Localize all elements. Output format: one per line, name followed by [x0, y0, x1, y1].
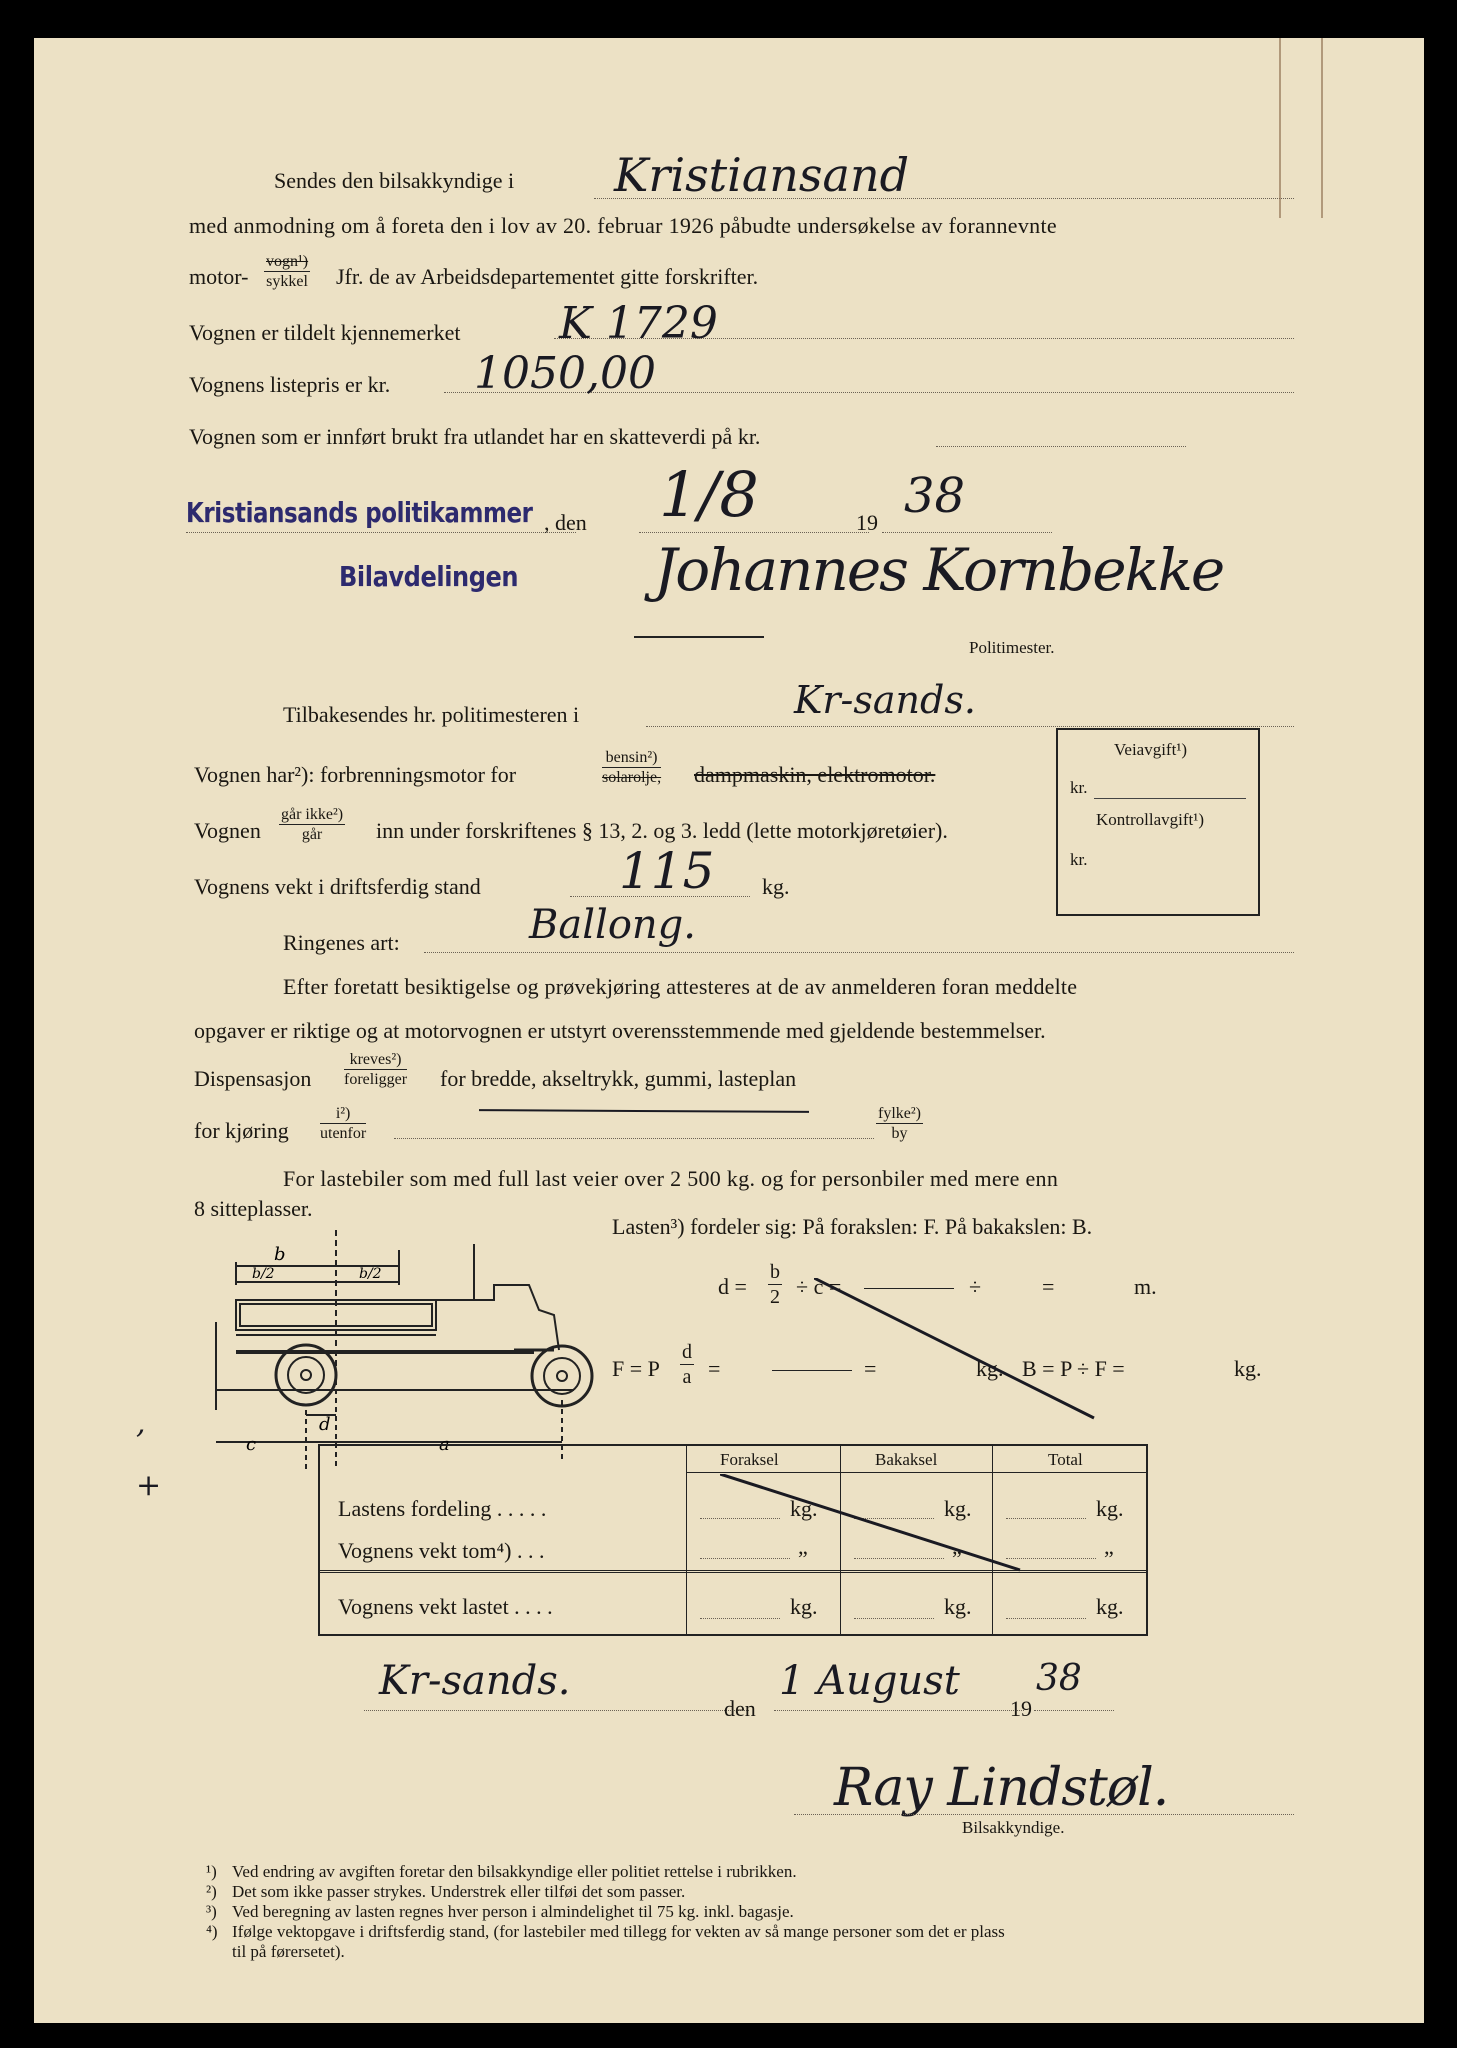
- closing-title: Bilsakkyndige.: [962, 1818, 1065, 1837]
- closing-den-label: den: [724, 1696, 756, 1721]
- table-cell: kg.: [1096, 1594, 1124, 1619]
- footnote-text: Det som ikke passer strykes. Understrek eller tilføi det som passer.: [232, 1882, 686, 1901]
- motor-type-struck: dampmaskin, elektromotor.: [694, 762, 936, 787]
- gaar-bottom: går: [301, 826, 323, 843]
- fee-kr2: kr.: [1070, 850, 1088, 869]
- police-den-label: , den: [544, 510, 587, 535]
- lasten-text: Lasten³) fordeler sig: På forakslen: F. På bakakslen: B.: [612, 1214, 1093, 1239]
- fylke-top: fylke²): [878, 1105, 921, 1122]
- footnote-text: Ifølge vektopgave i driftsferdig stand, (for lastebiler med tillegg for vekten av så mange personer som det er plass: [232, 1922, 1005, 1941]
- f-eq: =: [708, 1356, 721, 1381]
- table-cell: „: [952, 1534, 962, 1559]
- listepris-value: 1050,00: [474, 348, 656, 399]
- diagram-label-d: d: [319, 1414, 331, 1435]
- motor-frac-bottom: sykkel: [266, 273, 308, 290]
- d-2: 2: [770, 1286, 780, 1308]
- date-line: [639, 532, 869, 533]
- fuel-bottom: solarolje,: [602, 769, 662, 786]
- header-bakaksel: Bakaksel: [875, 1450, 938, 1469]
- police-stamp-line1: Kristiansands politikammer: [186, 496, 533, 529]
- kjoring-top: i²): [320, 1104, 366, 1124]
- fee-box: [1056, 728, 1260, 916]
- fuel-fraction: [602, 748, 661, 787]
- table-strike-line: [720, 1474, 1040, 1574]
- header-total: Total: [1048, 1450, 1083, 1469]
- table-cell: kg.: [944, 1594, 972, 1619]
- fee-kr1: kr.: [1070, 778, 1088, 797]
- motor-fraction: [264, 252, 310, 291]
- d-minus: ÷: [969, 1274, 982, 1299]
- diagram-label-a: a: [439, 1434, 450, 1455]
- fuel-top: bensin²): [602, 748, 661, 768]
- margin-mark: +: [136, 1468, 162, 1503]
- police-title: Politimester.: [969, 638, 1055, 657]
- laste-line1: For lastebiler som med full last veier over 2 500 kg. og for personbiler med mere enn: [283, 1166, 1059, 1191]
- ringer-value: Ballong.: [529, 902, 696, 948]
- gaar-suffix: inn under forskriftenes § 13, 2. og 3. ledd (lette motorkjøretøier).: [376, 818, 948, 843]
- disp-fraction: [344, 1050, 407, 1089]
- tilbakesendes-value: Kr-sands.: [794, 678, 976, 722]
- kjoring-label: for kjøring: [194, 1118, 289, 1143]
- sendes-label: Sendes den bilsakkyndige i: [274, 168, 515, 193]
- load-table: [318, 1444, 1148, 1636]
- fylke-fraction: [876, 1104, 923, 1143]
- row-label-vekt-tom: Vognens vekt tom⁴) . . .: [338, 1538, 545, 1563]
- closing-place: Kr-sands.: [379, 1658, 571, 1704]
- skatteverdi-line: [936, 446, 1186, 447]
- police-year-value: 38: [904, 468, 966, 524]
- kjennemerke-label: Vognen er tildelt kjennemerket: [189, 320, 461, 345]
- signature-underline: [634, 636, 764, 638]
- diagram-label-c: c: [246, 1434, 257, 1455]
- closing-year-value: 38: [1036, 1658, 1082, 1699]
- disp-suffix: for bredde, akseltrykk, gummi, lasteplan: [440, 1066, 797, 1091]
- vekt-label: Vognens vekt i driftsferdig stand: [194, 874, 481, 899]
- table-cell: „: [798, 1534, 808, 1559]
- d-b: b: [770, 1261, 780, 1283]
- kjoring-handwritten-line: [479, 1109, 809, 1113]
- gaar-fraction: [279, 805, 345, 844]
- footnote-text: Ved beregning av lasten regnes hver person i almindelighet til 75 kg. inkl. bagasje.: [232, 1902, 794, 1921]
- f-eq2: =: [864, 1356, 877, 1381]
- veiavgift-label: Veiavgift¹): [1114, 740, 1188, 759]
- motor-frac-top: vogn¹): [266, 253, 309, 270]
- table-cell: kg.: [790, 1496, 818, 1521]
- closing-year-prefix: 19: [1010, 1696, 1032, 1721]
- police-date-value: 1/8: [659, 458, 759, 531]
- table-cell: kg.: [944, 1496, 972, 1521]
- load-table-inner: [320, 1446, 1146, 1634]
- cell-line: [700, 1618, 780, 1619]
- police-signature: Johannes Kornbekke: [654, 536, 1224, 604]
- col-divider-1: [686, 1446, 687, 1634]
- row-label-lastens-fordeling: Lastens fordeling . . . . .: [338, 1496, 547, 1521]
- header-divider: [686, 1472, 1146, 1473]
- f-a: a: [682, 1366, 692, 1388]
- footnote-text: Ved endring av avgiften foretar den bilsakkyndige eller politiet rettelse i rubrikken.: [232, 1862, 797, 1881]
- margin-mark: ,: [136, 1406, 146, 1441]
- ringer-label: Ringenes art:: [283, 930, 400, 955]
- anmodning-text: med anmodning om å foreta den i lov av 20. februar 1926 påbudte undersøkelse av forannevnte: [189, 213, 1057, 238]
- d-eq: =: [1042, 1274, 1055, 1299]
- kontrollavgift-label: Kontrollavgift¹): [1096, 810, 1205, 829]
- footnote-text: til på førersetet).: [232, 1942, 345, 1961]
- laste-line2: 8 sitteplasser.: [194, 1196, 313, 1221]
- truck-diagram: [194, 1210, 614, 1470]
- d-unit: m.: [1134, 1274, 1157, 1299]
- formula-strike-line: [814, 1278, 1114, 1428]
- ringer-line: [424, 952, 1294, 953]
- closing-place-line: [364, 1710, 749, 1711]
- footnote-mark: ¹): [206, 1862, 217, 1881]
- tilbakesendes-label: Tilbakesendes hr. politimesteren i: [283, 702, 580, 727]
- footnote-mark: ²): [206, 1882, 217, 1901]
- paper-tear: [1279, 38, 1323, 218]
- fylke-bottom: by: [891, 1125, 908, 1142]
- cell-line: [1006, 1618, 1086, 1619]
- closing-signature: Ray Lindstøl.: [834, 1758, 1169, 1818]
- sendes-value: Kristiansand: [614, 148, 910, 202]
- cell-line: [854, 1618, 934, 1619]
- row-label-vekt-lastet: Vognens vekt lastet . . . .: [338, 1594, 553, 1619]
- d-formula-left: d =: [718, 1274, 747, 1299]
- stamp-line: [186, 532, 576, 533]
- kjennemerke-value: K 1729: [559, 298, 718, 349]
- vekt-unit: kg.: [762, 874, 790, 899]
- d-frac: [768, 1260, 782, 1309]
- kjoring-line: [394, 1138, 874, 1139]
- motor-suffix: Jfr. de av Arbeidsdepartementet gitte forskrifter.: [336, 264, 759, 289]
- listepris-label: Vognens listepris er kr.: [189, 372, 391, 397]
- diagram-label-b: b: [274, 1244, 286, 1265]
- fee-line1: [1094, 798, 1246, 799]
- police-stamp-line2: Bilavdelingen: [339, 560, 519, 593]
- kjoring-fraction: [320, 1104, 366, 1143]
- tilbakesendes-line: [646, 726, 1294, 727]
- diagram-label-b2-right: b/2: [359, 1266, 382, 1282]
- diagram-label-b2-left: b/2: [252, 1266, 275, 1282]
- f-left: F = P: [612, 1356, 660, 1381]
- f-frac: [680, 1340, 694, 1389]
- kjoring-bottom: utenfor: [320, 1125, 367, 1142]
- table-cell: kg.: [1096, 1496, 1124, 1521]
- attest-para1: Efter foretatt besiktigelse og prøvekjøring attesteres at de av anmelderen foran meddelte: [283, 974, 1078, 999]
- closing-year-line: [1034, 1710, 1114, 1711]
- closing-date-value: 1 August: [779, 1658, 960, 1704]
- vekt-value: 115: [619, 842, 715, 900]
- police-year-prefix: 19: [856, 510, 878, 535]
- gaar-top: går ikke²): [281, 806, 344, 823]
- table-cell: „: [1104, 1534, 1114, 1559]
- gaar-label: Vognen: [194, 818, 261, 843]
- motor-type-label: Vognen har²): forbrenningsmotor for: [194, 762, 517, 787]
- f-kg2: kg.: [1234, 1356, 1262, 1381]
- closing-date-line: [774, 1710, 1024, 1711]
- disp-top: kreves²): [344, 1050, 407, 1070]
- table-cell: kg.: [790, 1594, 818, 1619]
- year-line: [882, 532, 1052, 533]
- d-rest: ÷ c =: [796, 1274, 842, 1299]
- attest-para2: opgaver er riktige og at motorvognen er utstyrt overensstemmende med gjeldende bestemmelser.: [194, 1018, 1046, 1043]
- footnote-mark: ⁴): [206, 1922, 218, 1941]
- header-foraksel: Foraksel: [720, 1450, 779, 1469]
- motor-prefix: motor-: [189, 264, 249, 289]
- f-b: B = P ÷ F =: [1022, 1356, 1125, 1381]
- footnote-mark: ³): [206, 1902, 217, 1921]
- disp-label: Dispensasjon: [194, 1066, 312, 1091]
- f-kg: kg.: [976, 1356, 1004, 1381]
- f-d: d: [682, 1341, 692, 1363]
- disp-bottom: foreligger: [344, 1071, 408, 1088]
- document-page: [34, 38, 1424, 2023]
- closing-signature-line: [794, 1814, 1294, 1815]
- skatteverdi-label: Vognen som er innført brukt fra utlandet har en skatteverdi på kr.: [189, 424, 761, 449]
